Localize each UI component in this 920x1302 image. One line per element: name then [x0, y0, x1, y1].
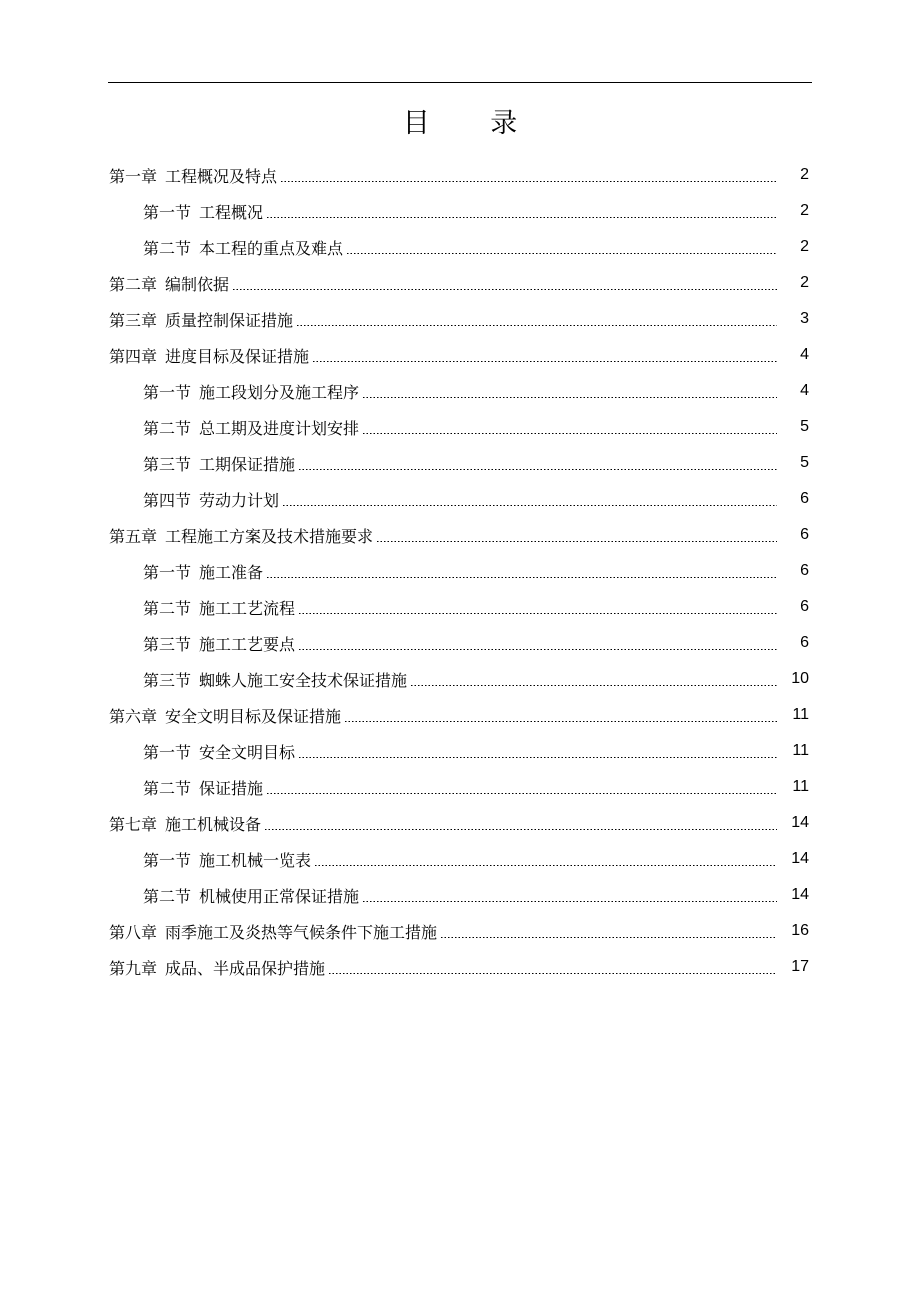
toc-entry-page-number: 6 [800, 490, 809, 507]
toc-entry-chapter[interactable] [0, 301, 920, 337]
toc-dot-leader [266, 577, 777, 578]
toc-entry-number: 第一节 [143, 742, 192, 762]
toc-entry-page-number: 5 [800, 454, 809, 471]
toc-entry-text: 施工机械一览表 [199, 850, 312, 870]
toc-entry-label [143, 236, 781, 259]
toc-entry-label [143, 596, 781, 619]
toc-entry-label [109, 920, 781, 943]
toc-entry-label [143, 488, 781, 511]
toc-entry-text: 总工期及进度计划安排 [199, 418, 360, 438]
toc-entry-number: 第九章 [109, 958, 158, 978]
toc-entry-section[interactable] [0, 481, 920, 517]
toc-entry-number: 第二节 [143, 598, 192, 618]
toc-list [0, 157, 920, 985]
toc-dot-leader [376, 541, 777, 542]
toc-entry-text: 蜘蛛人施工安全技术保证措施 [199, 670, 408, 690]
toc-dot-leader [314, 865, 777, 866]
toc-entry-page-number: 6 [800, 634, 809, 651]
toc-entry-number: 第二节 [143, 418, 192, 438]
toc-entry-chapter[interactable] [0, 697, 920, 733]
toc-entry-number: 第三节 [143, 454, 192, 474]
toc-entry-text: 施工工艺流程 [199, 598, 296, 618]
toc-entry-number: 第六章 [109, 706, 158, 726]
toc-entry-section[interactable] [0, 373, 920, 409]
toc-entry-number: 第二节 [143, 778, 192, 798]
toc-entry-label [109, 308, 781, 331]
toc-entry-label [143, 560, 781, 583]
toc-entry-text: 机械使用正常保证措施 [199, 886, 360, 906]
toc-entry-page-number: 2 [800, 238, 809, 255]
toc-dot-leader [280, 181, 777, 182]
header-rule [108, 82, 812, 83]
toc-entry-label [143, 380, 781, 403]
toc-entry-page-number: 17 [791, 958, 809, 975]
toc-entry-label [143, 776, 781, 799]
toc-entry-label [109, 956, 781, 979]
toc-entry-chapter[interactable] [0, 913, 920, 949]
toc-entry-text: 成品、半成品保护措施 [165, 958, 326, 978]
toc-entry-page-number: 6 [800, 526, 809, 543]
toc-entry-page-number: 4 [800, 346, 809, 363]
toc-dot-leader [362, 433, 777, 434]
toc-entry-label [109, 272, 781, 295]
toc-entry-page-number: 11 [792, 742, 809, 759]
toc-entry-section[interactable] [0, 589, 920, 625]
toc-entry-page-number: 14 [791, 886, 809, 903]
toc-dot-leader [282, 505, 777, 506]
toc-dot-leader [362, 397, 777, 398]
toc-dot-leader [264, 829, 777, 830]
toc-entry-label [109, 344, 781, 367]
toc-entry-text: 编制依据 [165, 274, 230, 294]
toc-entry-number: 第三章 [109, 310, 158, 330]
toc-entry-number: 第一节 [143, 382, 192, 402]
toc-entry-page-number: 6 [800, 598, 809, 615]
toc-entry-number: 第三节 [143, 670, 192, 690]
toc-entry-chapter[interactable] [0, 265, 920, 301]
toc-dot-leader [298, 613, 777, 614]
toc-entry-text: 工程概况 [199, 202, 264, 222]
toc-entry-text: 施工准备 [199, 562, 264, 582]
toc-entry-text: 工程概况及特点 [165, 166, 278, 186]
toc-entry-number: 第一节 [143, 202, 192, 222]
toc-entry-chapter[interactable] [0, 337, 920, 373]
toc-entry-number: 第二节 [143, 238, 192, 258]
toc-entry-label [143, 740, 781, 763]
toc-entry-text: 施工段划分及施工程序 [199, 382, 360, 402]
toc-dot-leader [266, 217, 777, 218]
toc-entry-text: 工期保证措施 [199, 454, 296, 474]
toc-entry-number: 第一节 [143, 562, 192, 582]
toc-entry-page-number: 14 [791, 850, 809, 867]
toc-entry-text: 进度目标及保证措施 [165, 346, 310, 366]
toc-entry-page-number: 10 [791, 670, 809, 687]
toc-entry-page-number: 6 [800, 562, 809, 579]
toc-entry-section[interactable] [0, 229, 920, 265]
toc-entry-section[interactable] [0, 661, 920, 697]
toc-entry-label [109, 812, 781, 835]
toc-entry-page-number: 4 [800, 382, 809, 399]
toc-dot-leader [410, 685, 777, 686]
toc-entry-page-number: 2 [800, 202, 809, 219]
toc-dot-leader [440, 937, 777, 938]
toc-entry-page-number: 11 [792, 706, 809, 723]
toc-title: 目 录 [402, 108, 544, 139]
toc-entry-chapter[interactable] [0, 517, 920, 553]
toc-entry-section[interactable] [0, 445, 920, 481]
toc-entry-chapter[interactable] [0, 805, 920, 841]
toc-entry-section[interactable] [0, 841, 920, 877]
toc-entry-label [109, 524, 781, 547]
toc-entry-label [143, 200, 781, 223]
toc-entry-page-number: 3 [800, 310, 809, 327]
toc-entry-number: 第四节 [143, 490, 192, 510]
toc-entry-chapter[interactable] [0, 949, 920, 985]
toc-dot-leader [232, 289, 777, 290]
toc-dot-leader [312, 361, 777, 362]
toc-dot-leader [298, 649, 777, 650]
toc-entry-section[interactable] [0, 877, 920, 913]
toc-dot-leader [362, 901, 777, 902]
toc-dot-leader [298, 469, 777, 470]
toc-entry-number: 第四章 [109, 346, 158, 366]
toc-entry-label [109, 704, 781, 727]
toc-entry-page-number: 5 [800, 418, 809, 435]
toc-dot-leader [328, 973, 777, 974]
toc-entry-label [143, 884, 781, 907]
toc-entry-label [143, 452, 781, 475]
toc-entry-page-number: 2 [800, 166, 809, 183]
toc-entry-number: 第二节 [143, 886, 192, 906]
toc-entry-text: 质量控制保证措施 [165, 310, 294, 330]
toc-dot-leader [344, 721, 777, 722]
toc-dot-leader [296, 325, 777, 326]
toc-entry-text: 安全文明目标及保证措施 [165, 706, 342, 726]
toc-entry-page-number: 2 [800, 274, 809, 291]
toc-entry-text: 雨季施工及炎热等气候条件下施工措施 [165, 922, 438, 942]
toc-entry-label [143, 848, 781, 871]
toc-entry-text: 施工机械设备 [165, 814, 262, 834]
toc-entry-number: 第八章 [109, 922, 158, 942]
toc-entry-section[interactable] [0, 625, 920, 661]
toc-entry-section[interactable] [0, 409, 920, 445]
toc-entry-page-number: 14 [791, 814, 809, 831]
toc-entry-label [143, 632, 781, 655]
toc-entry-number: 第一节 [143, 850, 192, 870]
toc-dot-leader [266, 793, 777, 794]
toc-entry-text: 保证措施 [199, 778, 264, 798]
toc-entry-chapter[interactable] [0, 157, 920, 193]
toc-entry-text: 安全文明目标 [199, 742, 296, 762]
toc-dot-leader [298, 757, 777, 758]
toc-entry-page-number: 16 [791, 922, 809, 939]
toc-entry-label [143, 668, 781, 691]
toc-entry-number: 第一章 [109, 166, 158, 186]
toc-entry-label [109, 164, 781, 187]
toc-entry-label [143, 416, 781, 439]
toc-entry-section[interactable] [0, 193, 920, 229]
toc-entry-number: 第三节 [143, 634, 192, 654]
toc-entry-number: 第七章 [109, 814, 158, 834]
toc-entry-text: 工程施工方案及技术措施要求 [165, 526, 374, 546]
toc-entry-number: 第二章 [109, 274, 158, 294]
toc-entry-page-number: 11 [792, 778, 809, 795]
toc-entry-section[interactable] [0, 769, 920, 805]
toc-entry-text: 施工工艺要点 [199, 634, 296, 654]
toc-entry-section[interactable] [0, 553, 920, 589]
toc-entry-section[interactable] [0, 733, 920, 769]
toc-entry-text: 劳动力计划 [199, 490, 280, 510]
toc-entry-number: 第五章 [109, 526, 158, 546]
toc-entry-text: 本工程的重点及难点 [199, 238, 344, 258]
toc-dot-leader [346, 253, 777, 254]
